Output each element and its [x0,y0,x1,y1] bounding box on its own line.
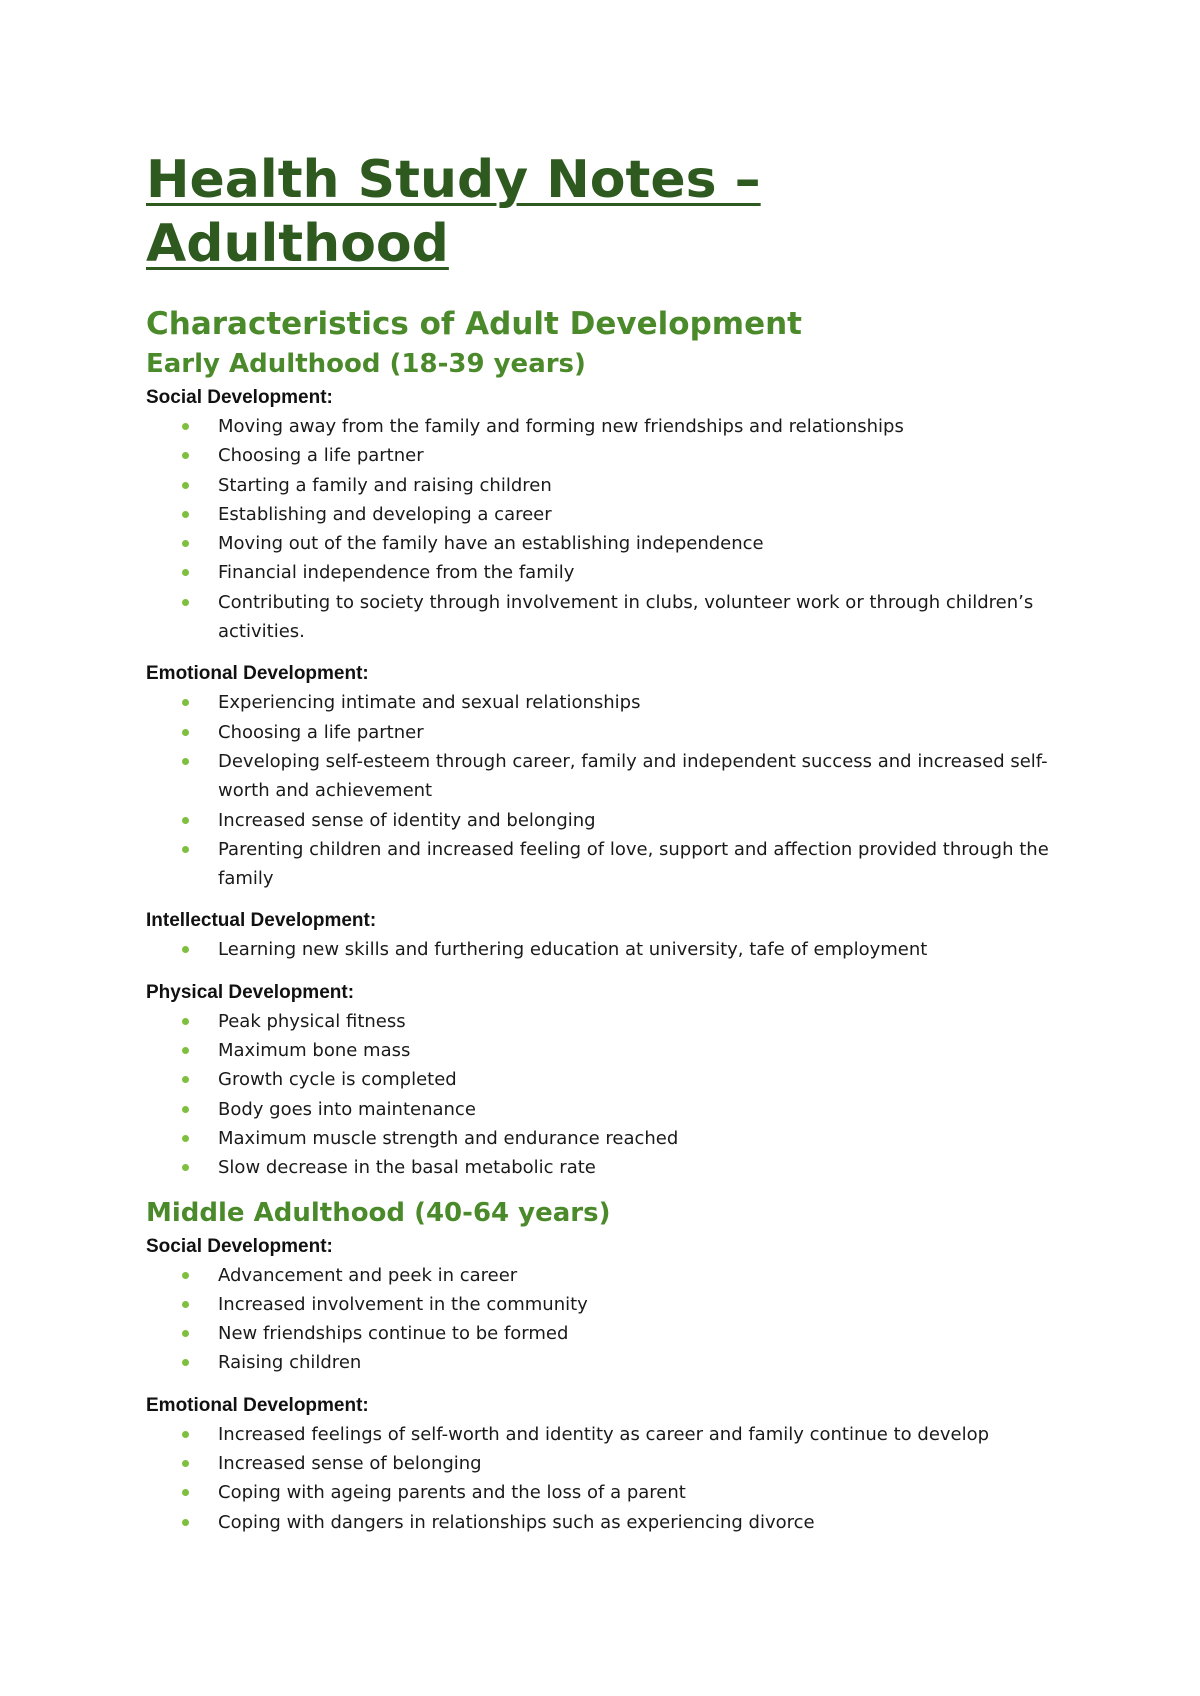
list-item [218,441,1076,470]
list-item-text: Increased sense of identity and belonging [218,809,596,831]
stage-section [146,1193,1076,1537]
bullet-list [146,688,1076,893]
bullet-icon [182,599,189,606]
list-item-text: Raising children [218,1352,362,1374]
bullet-list [146,935,1076,964]
list-item [218,747,1076,806]
list-item-text: Developing self-esteem through career, family and independent success and increased self-worth and achievement [218,750,1048,802]
list-item [218,1508,1076,1537]
stage-heading: Middle Adulthood (40-64 years) [146,1197,611,1228]
development-label: Emotional Development: [146,1394,369,1416]
bullet-list [146,412,1076,646]
bullet-icon [182,817,189,824]
list-item [218,558,1076,587]
bullet-icon [182,1431,189,1438]
list-item [218,588,1076,647]
list-item-text: Establishing and developing a career [218,503,552,525]
bullet-icon [182,1106,189,1113]
bullet-icon [182,511,189,518]
bullet-icon [182,569,189,576]
list-item-text: Moving out of the family have an establishing independence [218,533,764,555]
development-group [146,1392,1076,1537]
development-group [146,660,1076,893]
list-item [218,1348,1076,1377]
stage-section [146,344,1076,1183]
list-item [218,718,1076,747]
list-item [218,1420,1076,1449]
list-item-text: Advancement and peek in career [218,1264,518,1286]
list-item [218,1478,1076,1507]
list-item-text: Financial independence from the family [218,562,575,584]
list-item-text: Contributing to society through involvement in clubs, volunteer work or through children’s activities. [218,591,1034,643]
list-item-text: Choosing a life partner [218,445,424,467]
bullet-icon [182,699,189,706]
list-item [218,1007,1076,1036]
list-item [218,412,1076,441]
list-item [218,1153,1076,1182]
list-item-text: Choosing a life partner [218,721,424,743]
list-item [218,529,1076,558]
list-item-text: Experiencing intimate and sexual relationships [218,692,641,714]
bullet-icon [182,1301,189,1308]
stage-heading: Early Adulthood (18-39 years) [146,349,586,379]
bullet-icon [182,1359,189,1366]
list-item-text: Slow decrease in the basal metabolic rate [218,1157,596,1179]
list-item [218,1449,1076,1478]
document-title: Health Study Notes – Adulthood [146,150,761,274]
bullet-icon [182,1076,189,1083]
development-label: Social Development: [146,1235,333,1257]
development-label: Emotional Development: [146,663,369,685]
bullet-icon [182,1519,189,1526]
bullet-icon [182,1164,189,1171]
development-label: Social Development: [146,387,333,408]
bullet-icon [182,946,189,953]
list-item [218,835,1076,894]
list-item [218,1124,1076,1153]
bullet-icon [182,1135,189,1142]
list-item-text: Maximum bone mass [218,1040,411,1062]
bullet-icon [182,1272,189,1279]
list-item-text: Maximum muscle strength and endurance reached [218,1127,679,1149]
bullet-icon [182,729,189,736]
development-group [146,1233,1076,1378]
list-item [218,1290,1076,1319]
bullet-icon [182,1018,189,1025]
document-page [146,148,1076,1537]
bullet-icon [182,423,189,430]
list-item-text: Coping with ageing parents and the loss of a parent [218,1482,686,1504]
list-item [218,806,1076,835]
list-item [218,1095,1076,1124]
bullet-list [146,1261,1076,1378]
development-group [146,384,1076,646]
list-item-text: New friendships continue to be formed [218,1323,569,1345]
list-item-text: Growth cycle is completed [218,1069,457,1091]
list-item [218,688,1076,717]
bullet-icon [182,846,189,853]
development-label: Intellectual Development: [146,910,377,932]
bullet-icon [182,1489,189,1496]
bullet-list [146,1420,1076,1537]
list-item-text: Coping with dangers in relationships such as experiencing divorce [218,1511,815,1533]
bullet-icon [182,1460,189,1467]
list-item-text: Parenting children and increased feeling of love, support and affection provided through the family [218,838,1049,890]
list-item [218,1065,1076,1094]
list-item-text: Increased sense of belonging [218,1453,482,1475]
list-item [218,1261,1076,1290]
list-item-text: Peak physical fitness [218,1010,406,1032]
list-item [218,471,1076,500]
bullet-icon [182,1330,189,1337]
list-item [218,935,1076,964]
list-item-text: Increased feelings of self-worth and identity as career and family continue to develop [218,1423,990,1445]
list-item [218,500,1076,529]
bullet-icon [182,1047,189,1054]
bullet-icon [182,540,189,547]
section-heading: Characteristics of Adult Development [146,306,802,342]
bullet-list [146,1007,1076,1183]
list-item-text: Learning new skills and furthering education at university, tafe of employment [218,939,928,961]
list-item-text: Moving away from the family and forming new friendships and relationships [218,416,904,437]
list-item-text: Increased involvement in the community [218,1293,588,1315]
bullet-icon [182,482,189,489]
stages-container [146,344,1076,1537]
list-item [218,1036,1076,1065]
list-item [218,1319,1076,1348]
bullet-icon [182,452,189,459]
development-group [146,907,1076,964]
bullet-icon [182,758,189,765]
list-item-text: Body goes into maintenance [218,1098,476,1120]
list-item-text: Starting a family and raising children [218,474,552,496]
development-group [146,979,1076,1183]
development-label: Physical Development: [146,981,355,1003]
